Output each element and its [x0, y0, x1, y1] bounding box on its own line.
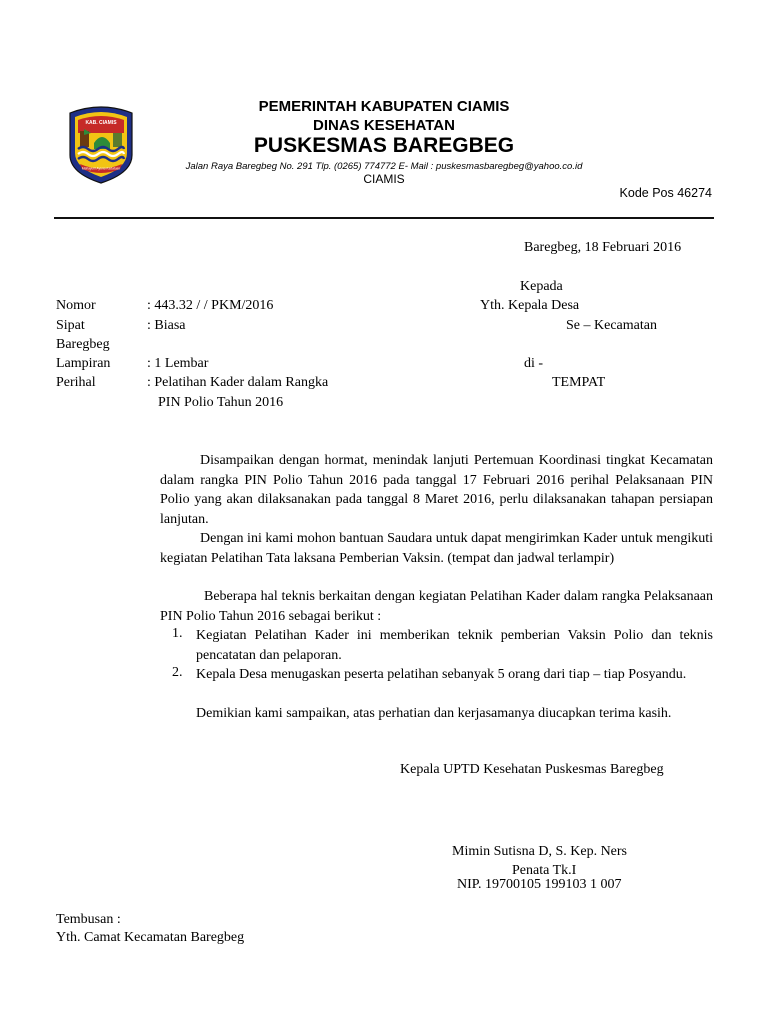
list-item-1: Kegiatan Pelatihan Kader ini memberikan teknik pemberian Vaksin Polio dan teknis pencatatan dan pelaporan.	[196, 628, 713, 663]
meta-label-perihal: Perihal	[56, 375, 96, 390]
list-number-2: 2.	[172, 665, 183, 680]
institution-title: PUSKESMAS BAREGBEG	[253, 134, 515, 157]
recipient-to: Kepada	[520, 279, 563, 294]
signatory-rank: Penata Tk.I	[512, 863, 577, 878]
postal-code: Kode Pos 46274	[619, 186, 712, 200]
signatory-name: Mimin Sutisna D, S. Kep. Ners	[452, 844, 627, 859]
paragraph-3: Beberapa hal teknis berkaitan dengan kegiatan Pelatihan Kader dalam rangka Pelaksanaan PIN Polio Tahun 2016 sebagai berikut :	[160, 589, 713, 624]
meta-value-sipat: : Biasa	[147, 318, 186, 333]
logo-motto: Mahayuni Ayuna Kadatuan	[81, 166, 121, 171]
closing-paragraph: Demikian kami sampaikan, atas perhatian dan kerjasamanya diucapkan terima kasih.	[196, 706, 672, 721]
signatory-nip: NIP. 19700105 199103 1 007	[457, 877, 622, 892]
meta-label-nomor: Nomor	[56, 298, 96, 313]
department-title: DINAS KESEHATAN	[313, 117, 455, 134]
letterhead-divider	[54, 217, 714, 219]
city-line: CIAMIS	[363, 172, 405, 186]
government-title: PEMERINTAH KABUPATEN CIAMIS	[258, 98, 510, 115]
recipient-scope: Se – Kecamatan	[566, 318, 657, 333]
cc-recipient: Yth. Camat Kecamatan Baregbeg	[56, 930, 245, 945]
recipient-name: Yth. Kepala Desa	[480, 298, 580, 313]
meta-value-lampiran: : 1 Lembar	[147, 356, 209, 371]
list-number-1: 1.	[172, 626, 183, 641]
recipient-at: di -	[524, 356, 544, 371]
cc-label: Tembusan :	[56, 912, 121, 927]
recipient-scope-cont: Baregbeg	[56, 337, 110, 352]
recipient-place: TEMPAT	[552, 375, 606, 390]
place-date: Baregbeg, 18 Februari 2016	[524, 240, 682, 255]
meta-label-sipat: Sipat	[56, 318, 85, 333]
meta-value-nomor: : 443.32 / / PKM/2016	[147, 298, 274, 313]
paragraph-1: Disampaikan dengan hormat, menindak lanjuti Pertemuan Koordinasi tingkat Kecamatan dalam rangka PIN Polio Tahun 2016 pada tanggal 17 Februari 2016 perihal Pelaksanaan PIN Polio yang akan dilaksanakan pada tanggal 8 Maret 2016, perlu dilaksanakan tahapan persiapan lanjutan.	[160, 453, 713, 527]
paragraph-2: Dengan ini kami mohon bantuan Saudara untuk dapat mengirimkan Kader untuk mengikuti kegiatan Pelatihan Tata laksana Pemberian Vaksin. (tempat dan jadwal terlampir)	[160, 531, 713, 566]
address-line: Jalan Raya Baregbeg No. 291 Tlp. (0265) 774772 E- Mail : puskesmasbaregbeg@yahoo.co.id	[185, 161, 583, 172]
signatory-position: Kepala UPTD Kesehatan Puskesmas Baregbeg	[400, 762, 664, 777]
meta-value-perihal: : Pelatihan Kader dalam Rangka	[147, 375, 329, 390]
meta-label-lampiran: Lampiran	[56, 356, 111, 371]
perihal-continuation: PIN Polio Tahun 2016	[158, 395, 284, 410]
list-item-2: Kepala Desa menugaskan peserta pelatihan sebanyak 5 orang dari tiap – tiap Posyandu.	[196, 667, 687, 682]
logo-text: KAB. CIAMIS	[85, 120, 117, 126]
